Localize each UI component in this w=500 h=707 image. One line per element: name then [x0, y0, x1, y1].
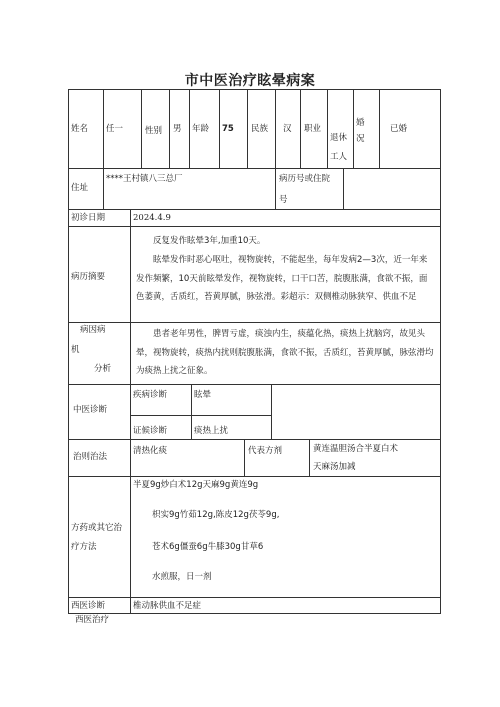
- row-divider: [68, 168, 441, 169]
- syndrome-diagnosis-label: 证候诊断: [133, 426, 168, 436]
- col-divider: [169, 89, 170, 168]
- sex-value: 男: [173, 124, 182, 134]
- col-divider: [300, 89, 301, 168]
- col-divider: [271, 384, 272, 439]
- record-number-label-line2: 号: [279, 195, 288, 205]
- ethnic-value: 汉: [283, 124, 292, 134]
- western-treatment-label: 西医治疗: [75, 615, 110, 625]
- col-divider: [141, 89, 142, 168]
- col-divider: [130, 209, 131, 613]
- col-divider: [247, 89, 248, 168]
- syndrome-diagnosis-value: 痰热上扰: [194, 426, 229, 436]
- pathogenesis-label-line1: 病因病: [80, 325, 106, 335]
- prescription-label-line1: 方药或其它治: [71, 523, 123, 533]
- row-divider: [68, 384, 441, 385]
- row-divider: [68, 597, 441, 598]
- first-visit-value: 2024.4.9: [133, 213, 171, 223]
- row-divider: [68, 322, 441, 323]
- disease-diagnosis-label: 疾病诊断: [133, 390, 168, 400]
- col-divider: [379, 89, 380, 168]
- age-value: 75: [222, 124, 234, 134]
- col-divider: [189, 89, 190, 168]
- name-label: 姓名: [71, 124, 89, 134]
- prescription-line2: 枳实9g竹茹12g,陈皮12g茯苓9g,: [152, 510, 280, 520]
- table-border-left: [68, 89, 69, 613]
- col-divider: [244, 439, 245, 476]
- job-label: 职业: [304, 124, 322, 134]
- address-value: ****王村镇八三总厂: [106, 174, 183, 184]
- tcm-diagnosis-label: 中医诊断: [73, 405, 108, 415]
- sex-label: 性别: [145, 126, 163, 136]
- page-title: 市中医治疗眩晕病案: [184, 73, 316, 89]
- formula-line1: 黄连温胆汤合半夏白术: [313, 444, 399, 454]
- marital-value: 已婚: [390, 124, 408, 134]
- col-divider: [103, 89, 104, 168]
- pathogenesis-label-line3: 分析: [94, 364, 112, 374]
- table-border-top: [68, 89, 441, 90]
- record-number-label-line1: 病历号或住院: [279, 174, 331, 184]
- col-divider: [309, 439, 310, 476]
- pathogenesis-label-line2: 机: [71, 345, 80, 355]
- marital-label-line2: 况: [356, 134, 365, 144]
- address-label: 住址: [71, 183, 89, 193]
- row-divider: [68, 613, 441, 614]
- history-details: 眩晕发作时恶心呕吐，视物旋转，不能起坐，每年发病2—3次，近一年来发作频繁，10天前眩晕发作，视物旋转，口干口苦，脘腹胀满，食欲不振，面色萎黄，舌质红，苔黄厚腻，脉弦滑。彩超示：双侧椎动脉狭窄、供血不足: [136, 255, 428, 302]
- col-divider: [219, 89, 220, 168]
- row-divider: [68, 209, 441, 210]
- job-value-line2: 工人: [330, 152, 348, 162]
- col-divider: [343, 168, 344, 209]
- history-label: 病历摘要: [71, 272, 106, 282]
- col-divider: [275, 168, 276, 209]
- prescription-label-line2: 疗方法: [71, 542, 97, 552]
- western-diagnosis-label: 西医诊断: [71, 601, 106, 611]
- prescription-line1: 半夏9g炒白术12g天麻9g黄连9g: [133, 480, 259, 490]
- row-divider: [130, 415, 271, 416]
- age-label: 年龄: [192, 124, 210, 134]
- formula-line2: 天麻汤加减: [313, 462, 356, 472]
- col-divider: [327, 89, 328, 168]
- first-visit-label: 初诊日期: [71, 213, 106, 223]
- history-chief-complaint: 反复发作眩晕3年,加重10天。: [153, 236, 266, 246]
- marital-label-line1: 婚: [356, 118, 365, 128]
- treatment-method: 清热化痰: [133, 446, 168, 456]
- disease-diagnosis-value: 眩晕: [194, 390, 212, 400]
- formula-label: 代表方剂: [248, 446, 283, 456]
- table-border-right: [440, 89, 441, 613]
- pathogenesis-text: 患者老年男性，脾胃亏虚，痰浊内生，痰蕴化热，痰热上扰脑窍，故见头晕，视物旋转，痰热内扰则脘腹胀满，食欲不振，舌质红，苔黄厚腻，脉弦滑均为痰热上扰之征象。: [136, 329, 434, 376]
- col-divider: [191, 384, 192, 439]
- ethnic-label: 民族: [251, 124, 269, 134]
- row-divider: [68, 439, 441, 440]
- col-divider: [103, 168, 104, 209]
- name-value: 任一: [106, 124, 124, 134]
- col-divider: [353, 89, 354, 168]
- prescription-line3: 苍术6g僵蚕6g牛膝30g甘草6: [152, 542, 264, 552]
- row-divider: [68, 226, 441, 227]
- prescription-line4: 水煎服，日一剂: [152, 572, 212, 582]
- western-diagnosis-value: 椎动脉供血不足症: [133, 601, 202, 611]
- col-divider: [275, 89, 276, 168]
- treatment-principle-label: 治则治法: [73, 452, 108, 462]
- job-value-line1: 退休: [330, 133, 348, 143]
- row-divider: [68, 476, 441, 477]
